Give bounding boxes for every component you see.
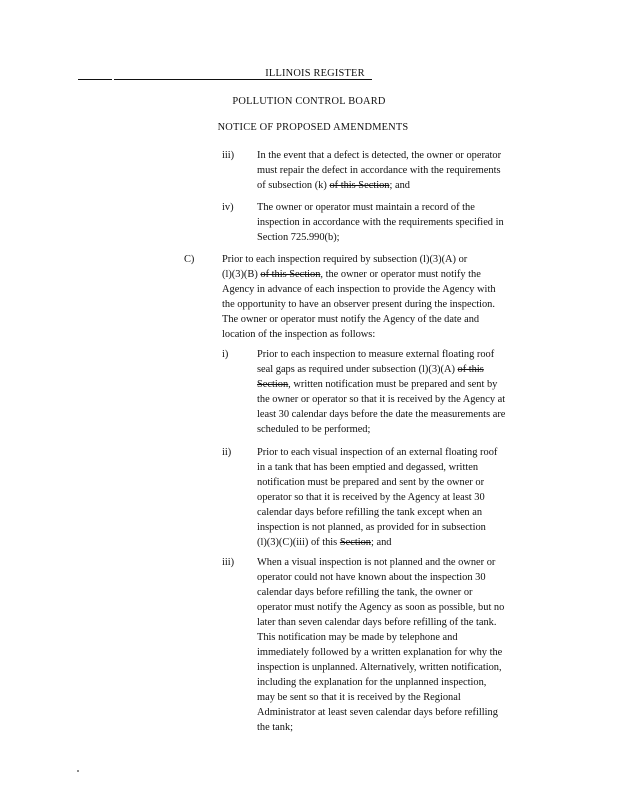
text-segment: Agency in advance of each inspection to provide the Agency with bbox=[222, 284, 496, 295]
register-title: ILLINOIS REGISTER bbox=[265, 68, 365, 79]
board-name: POLLUTION CONTROL BOARD bbox=[232, 96, 386, 107]
text-segment: the opportunity to have an observer present during the inspection. bbox=[222, 299, 495, 310]
text-segment: When a visual inspection is not planned and the owner or bbox=[257, 557, 496, 568]
text-segment: seal gaps as required under subsection (l)(3)(A) bbox=[257, 364, 458, 375]
item-label: iii) bbox=[222, 557, 235, 568]
text-line bbox=[257, 460, 497, 475]
text-segment: immediately followed by a written explanation for why the bbox=[257, 647, 503, 658]
text-segment: the owner or operator so that it is received by the Agency at bbox=[257, 394, 506, 405]
text-segment: including the explanation for the unplanned inspection, bbox=[257, 677, 487, 688]
item-label: iv) bbox=[222, 202, 234, 213]
struck-text: of this Section bbox=[260, 269, 321, 280]
struck-text: Section bbox=[257, 379, 289, 390]
text-line bbox=[222, 267, 496, 282]
text-segment: Prior to each inspection required by subsection (l)(3)(A) or bbox=[222, 254, 468, 265]
item-text bbox=[257, 445, 497, 550]
item-text bbox=[257, 347, 505, 437]
text-line bbox=[257, 422, 505, 437]
text-segment: operator could not have known about the inspection 30 bbox=[257, 572, 486, 583]
text-line bbox=[257, 362, 505, 377]
text-segment: location of the inspection as follows: bbox=[222, 329, 376, 340]
item-text bbox=[222, 252, 496, 342]
text-line bbox=[257, 148, 501, 163]
text-segment: ; and bbox=[371, 537, 392, 548]
text-segment: In the event that a defect is detected, the owner or operator bbox=[257, 150, 502, 161]
item-label: iii) bbox=[222, 150, 235, 161]
text-line bbox=[257, 600, 504, 615]
text-segment: Prior to each inspection to measure external floating roof bbox=[257, 349, 495, 360]
text-line bbox=[257, 520, 497, 535]
text-line bbox=[222, 297, 496, 312]
text-segment: , the owner or operator must notify the bbox=[320, 269, 481, 280]
text-line bbox=[257, 490, 497, 505]
text-line bbox=[257, 505, 497, 520]
page-speck bbox=[77, 770, 79, 772]
text-segment: least 30 calendar days before the date the measurements are bbox=[257, 409, 506, 420]
text-line bbox=[257, 645, 504, 660]
text-segment: calendar days before refilling the tank, the owner or bbox=[257, 587, 473, 598]
item-label: i) bbox=[222, 349, 229, 360]
text-line bbox=[257, 630, 504, 645]
text-segment: , written notification must be prepared and sent by bbox=[288, 379, 498, 390]
text-line bbox=[257, 675, 504, 690]
item-text bbox=[257, 148, 501, 193]
item-text bbox=[257, 555, 504, 735]
text-line bbox=[257, 215, 504, 230]
text-segment: must repair the defect in accordance with the requirements bbox=[257, 165, 501, 176]
text-segment: operator must notify the Agency as soon as possible, but no bbox=[257, 602, 505, 613]
text-line bbox=[257, 407, 505, 422]
text-line bbox=[257, 200, 504, 215]
text-segment: inspection is unplanned. Alternatively, written notification, bbox=[257, 662, 502, 673]
text-line bbox=[257, 705, 504, 720]
text-segment: operator so that it is received by the Agency at least 30 bbox=[257, 492, 485, 503]
item-label: ii) bbox=[222, 447, 232, 458]
text-line bbox=[222, 312, 496, 327]
text-segment: inspection in accordance with the requirements specified in bbox=[257, 217, 504, 228]
text-segment: calendar days before refilling the tank except when an bbox=[257, 507, 483, 518]
text-line bbox=[257, 660, 504, 675]
text-segment: inspection is not planned, as provided for in subsection bbox=[257, 522, 486, 533]
text-line bbox=[257, 615, 504, 630]
text-line bbox=[257, 570, 504, 585]
text-line bbox=[257, 720, 504, 735]
struck-text: of this Section bbox=[329, 180, 390, 191]
text-line bbox=[257, 585, 504, 600]
text-segment: Section 725.990(b); bbox=[257, 232, 340, 243]
text-segment: of subsection (k) bbox=[257, 180, 330, 191]
text-segment: ; and bbox=[389, 180, 410, 191]
text-segment: (l)(3)(B) bbox=[222, 269, 261, 280]
text-segment: Prior to each visual inspection of an external floating roof bbox=[257, 447, 498, 458]
text-segment: may be sent so that it is received by the Regional bbox=[257, 692, 461, 703]
struck-text: Section bbox=[339, 537, 371, 548]
text-segment: (l)(3)(C)(iii) of this bbox=[257, 537, 340, 548]
text-line bbox=[257, 475, 497, 490]
text-segment: The owner or operator must maintain a record of the bbox=[257, 202, 475, 213]
notice-title: NOTICE OF PROPOSED AMENDMENTS bbox=[217, 122, 409, 133]
struck-text: of this bbox=[457, 364, 484, 375]
text-line bbox=[257, 555, 504, 570]
text-line bbox=[257, 445, 497, 460]
item-text bbox=[257, 200, 504, 245]
text-segment: This notification may be made by telephone and bbox=[257, 632, 458, 643]
text-segment: The owner or operator must notify the Agency of the date and bbox=[222, 314, 480, 325]
text-segment: scheduled to be performed; bbox=[257, 424, 371, 435]
text-line bbox=[257, 347, 505, 362]
text-line bbox=[257, 690, 504, 705]
text-line bbox=[222, 252, 496, 267]
text-line bbox=[257, 230, 504, 245]
text-line bbox=[257, 392, 505, 407]
text-line bbox=[222, 282, 496, 297]
text-segment: later than seven calendar days before refilling of the tank. bbox=[257, 617, 497, 628]
text-line bbox=[257, 163, 501, 178]
text-line bbox=[257, 377, 505, 392]
text-line bbox=[222, 327, 496, 342]
text-segment: the tank; bbox=[257, 722, 294, 733]
text-segment: in a tank that has been emptied and degassed, written bbox=[257, 462, 479, 473]
text-segment: notification must be prepared and sent by the owner or bbox=[257, 477, 485, 488]
text-segment: Administrator at least seven calendar days before refilling bbox=[257, 707, 498, 718]
item-label: C) bbox=[184, 254, 195, 265]
text-line bbox=[257, 178, 501, 193]
text-line bbox=[257, 535, 497, 550]
